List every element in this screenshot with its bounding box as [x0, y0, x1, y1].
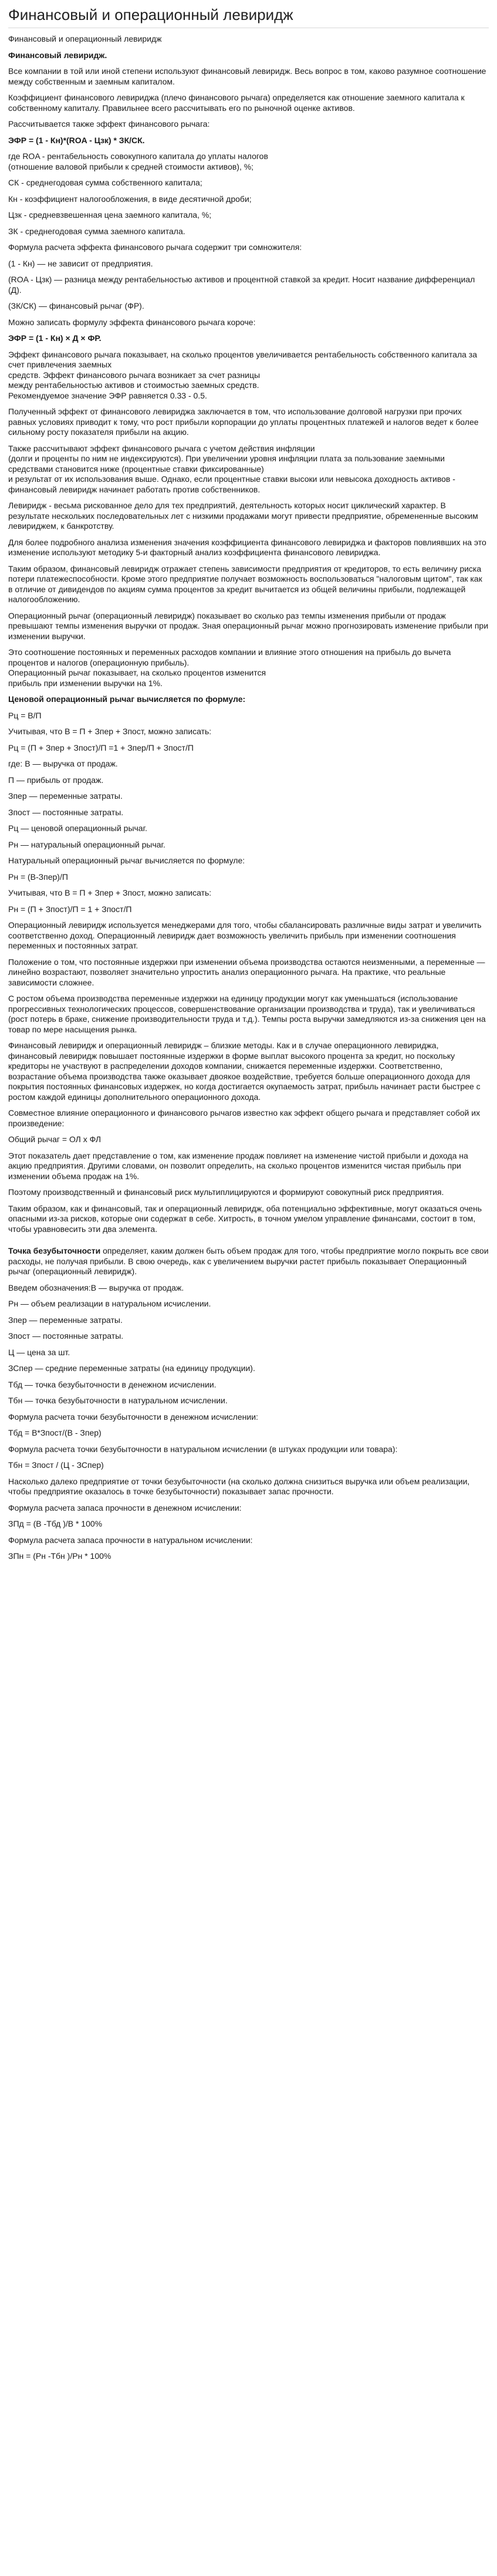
paragraph: Полученный эффект от финансового левириджа заключается в том, что использование долговой нагрузки при прочих равных условиях приводит к тому, что рост прибыли корпорации до уплаты процентных платежей и налогов ведет к более сильному росту показателя прибыли на акцию.: [8, 407, 479, 437]
paragraph: Зпер — переменные затраты.: [8, 1315, 123, 1325]
paragraph: Формула расчета запаса прочности в натуральном исчислении:: [8, 1535, 253, 1545]
paragraph: ЗК - среднегодовая сумма заемного капитала.: [8, 226, 185, 236]
paragraph: Коэффициент финансового левириджа (плечо финансового рычага) определяется как отношение заемного капитала к собственному капиталу. Правильнее всего рассчитывать его по рыночной оценке активов.: [8, 93, 465, 113]
paragraph: Формула расчета запаса прочности в денежном исчислении:: [8, 1503, 242, 1512]
paragraph: где ROA - рентабельность совокупного капитала до уплаты налогов (отношение валовой прибыли к средней стоимости активов), %;: [8, 151, 268, 171]
paragraph: Рн = (В-Зпер)/П: [8, 872, 68, 882]
paragraph: Тбд = В*Зпост/(В - Зпер): [8, 1428, 102, 1437]
paragraph: Финансовый левиридж.: [8, 50, 107, 60]
paragraph: Зпост — постоянные затраты.: [8, 1331, 124, 1341]
paragraph: ЭФР = (1 - Кн) × Д × ФР.: [8, 333, 102, 343]
paragraph: Таким образом, как и финансовый, так и операционный левиридж, оба потенциально эффективные, могут оказаться очень опасными из-за рисков, которые они содержат в себе. Хитрость, в точном умелом управление финансами, состоит в том, чтобы уравновесить эти два элемента.: [8, 1203, 482, 1234]
paragraph: Также рассчитывают эффект финансового рычага с учетом действия инфляции (долги и проценты по ним не индексируются). При увеличении уровня инфляции плата за пользование заемными средствами становится ниже (процентные ставки фиксированные) и результат от их использования выше. Однако, если процентные ставки высоки или невысока доходность активов - финансовый левиридж начинает работать против собственников.: [8, 443, 455, 494]
paragraph: (ЗК/СК) — финансовый рычаг (ФР).: [8, 301, 144, 310]
paragraph: Совместное влияние операционного и финансового рычагов известно как эффект общего рычага и представляет собой их произведение:: [8, 1108, 481, 1128]
paragraph: Это соотношение постоянных и переменных расходов компании и влияние этого отношения на прибыль до вычета процентов и налогов (операционную прибыль). Операционный рычаг показывает, на сколько процентов изменится прибыль при изменении выручки на 1%.: [8, 647, 451, 688]
paragraph: Натуральный операционный рычаг вычисляется по формуле:: [8, 856, 245, 865]
paragraph: Тбн — точка безубыточности в натуральном исчислении.: [8, 1396, 228, 1405]
paragraph: Учитывая, что В = П + Зпер + Зпост, можно записать:: [8, 727, 212, 736]
paragraph: Таким образом, финансовый левиридж отражает степень зависимости предприятия от кредиторов, то есть величину риска потери платежеспособности. Кроме этого предприятие получает возможность воспользоваться "налоговым щитом", так как в отличие от дивидендов по акциям сумма процентов за кредит вычитается из общей величины прибыли, подлежащей налогообложению.: [8, 563, 482, 604]
paragraph: Левиридж - весьма рискованное дело для тех предприятий, деятельность которых носит циклический характер. В результате нескольких последовательных лет с низкими продажами могут привести предприятие, обремененные высоким левириджем, к банкротству.: [8, 501, 478, 531]
paragraph: Введем обозначения:В — выручка от продаж.: [8, 1282, 184, 1292]
paragraph: ЗПн = (Рн -Тбн )/Рн * 100%: [8, 1551, 111, 1561]
paragraph: Ц — цена за шт.: [8, 1347, 70, 1357]
page-title: Финансовый и операционный левиридж: [8, 6, 489, 28]
paragraph: Учитывая, что В = П + Зпер + Зпост, можно записать:: [8, 888, 212, 897]
paragraph: (1 - Кн) — не зависит от предприятия.: [8, 258, 153, 268]
paragraph: Рц = В/П: [8, 710, 42, 720]
paragraph: Эффект финансового рычага показывает, на сколько процентов увеличивается рентабельность собственного капитала за счет привлечения заемных средств. Эффект финансового рычага возникает за счет разницы между рентабельностью активов и стоимостью заемных средств. Рекомендуемое значение ЭФР равняется 0.33 - 0.5.: [8, 349, 478, 400]
paragraph: Для более подробного анализа изменения значения коэффициента финансового левириджа и факторов повлиявших на это изменение используют методику 5-и факторный анализ коэффициента финансового левириджа.: [8, 537, 486, 557]
paragraph: [8, 1246, 489, 1277]
paragraph: Рн = (П + Зпост)/П = 1 + Зпост/П: [8, 904, 132, 914]
paragraph: Все компании в той или иной степени используют финансовый левиридж. Весь вопрос в том, каково разумное соотношение между собственным и заемным капиталом.: [8, 66, 486, 86]
paragraph: Ценовой операционный рычаг вычисляется по формуле:: [8, 694, 246, 704]
paragraph: Операционный рычаг (операционный левиридж) показывает во сколько раз темпы изменения прибыли от продаж превышают темпы изменения выручки от продаж. Зная операционный рычаг можно прогнозировать изменение прибыли при изменении выручки.: [8, 610, 489, 641]
paragraph: Тбд — точка безубыточности в денежном исчислении.: [8, 1379, 217, 1389]
paragraph: Цзк - средневзвешенная цена заемного капитала, %;: [8, 210, 212, 220]
paragraph: ЭФР = (1 - Кн)*(ROA - Цзк) * ЗК/СК.: [8, 135, 145, 145]
paragraph: П — прибыль от продаж.: [8, 775, 104, 785]
paragraph: Зпост — постоянные затраты.: [8, 807, 124, 817]
paragraph: Общий рычаг = ОЛ х ФЛ: [8, 1135, 102, 1144]
paragraph: где: В — выручка от продаж.: [8, 759, 118, 768]
paragraph: Рц — ценовой операционный рычаг.: [8, 823, 147, 833]
paragraph: Финансовый левиридж и операционный левиридж – близкие методы. Как и в случае операционного левириджа, финансовый левиридж повышает постоянные издержки в форме выплат высокого процента за кредит, но поскольку кредиторы не участвуют в распределении доходов компании, снижается переменные издержки. Соответственно, возрастание объема производства также оказывает двоякое воздействие, требуется больше операционного дохода для покрытия постоянных финансовых издержек, но когда достигается окупаемость затрат, прибыль начинает расти быстрее с ростом каждой единицы дополнительного операционного дохода.: [8, 1041, 481, 1102]
paragraph: Рассчитывается также эффект финансового рычага:: [8, 119, 210, 129]
paragraph: Рн — объем реализации в натуральном исчислении.: [8, 1299, 211, 1308]
paragraph: Формула расчета точки безубыточности в денежном исчислении:: [8, 1412, 258, 1422]
paragraph: Поэтому производственный и финансовый риск мультиплицируются и формируют совокупный риск предприятия.: [8, 1187, 444, 1197]
paragraph: Формула расчета эффекта финансового рычага содержит три сомножителя:: [8, 242, 302, 252]
paragraph-text: определяет, каким должен быть объем продаж для того, чтобы предприятие могло покрыть все свои расходы, не получая прибыли. В свою очередь, как с увеличением выручки растет прибыль показывает Операционный рычаг (операционный левиридж).: [8, 1246, 489, 1276]
paragraph: (ROA - Цзк) — разница между рентабельностью активов и процентной ставкой за кредит. Носит название дифференциал (Д).: [8, 275, 475, 295]
paragraph: Операционный левиридж используется менеджерами для того, чтобы сбалансировать различные виды затрат и увеличить соответственно доход. Операционный левиридж дает возможность увеличить прибыль при изменении соотношения переменных и постоянных затрат.: [8, 920, 482, 950]
document-body: [8, 34, 489, 1562]
paragraph: Тбн = Зпост / (Ц - ЗСпер): [8, 1460, 104, 1470]
paragraph: Рц = (П + Зпер + Зпост)/П =1 + Зпер/П + Зпост/П: [8, 742, 194, 752]
paragraph: Насколько далеко предприятие от точки безубыточности (на сколько должна снизиться выручка или объем реализации, чтобы предприятие оказалось в точке безубыточности) показывает запас прочности.: [8, 1476, 470, 1496]
paragraph: Рн — натуральный операционный рычаг.: [8, 839, 165, 849]
paragraph: Формула расчета точки безубыточности в натуральном исчислении (в штуках продукции или товара):: [8, 1444, 398, 1454]
paragraph: Можно записать формулу эффекта финансового рычага короче:: [8, 317, 256, 327]
paragraph: ЗПд = (В -Тбд )/В * 100%: [8, 1519, 103, 1528]
paragraph: Этот показатель дает представление о том, как изменение продаж повлияет на изменение чистой прибыли и дохода на акцию предприятия. Другими словами, он позволит определить, на сколько процентов изменится чистая прибыль при изменении объема продаж на 1%.: [8, 1150, 468, 1181]
paragraph: С ростом объема производства переменные издержки на единицу продукции могут как уменьшаться (использование прогрессивных технологических процессов, совершенствование организации производства и труда), так и увеличиваться (рост потерь в браке, снижение производительности труда и т.д.). Темпы роста выручки замедляются из-за снижения цен на товар по мере насыщения рынка.: [8, 994, 486, 1034]
paragraph: Положение о том, что постоянные издержки при изменении объема производства остаются неизменными, а переменные — линейно возрастают, позволяет значительно упростить анализ операционного рычага. На практике, что реальные зависимости сложнее.: [8, 957, 485, 987]
paragraph: Зпер — переменные затраты.: [8, 791, 123, 801]
term-highlight: Точка безубыточности: [8, 1246, 101, 1255]
paragraph: СК - среднегодовая сумма собственного капитала;: [8, 178, 202, 187]
paragraph: Финансовый и операционный левиридж: [8, 34, 162, 43]
paragraph: Кн - коэффициент налогообложения, в виде десятичной дроби;: [8, 194, 252, 204]
paragraph: ЗСпер — средние переменные затраты (на единицу продукции).: [8, 1363, 255, 1373]
